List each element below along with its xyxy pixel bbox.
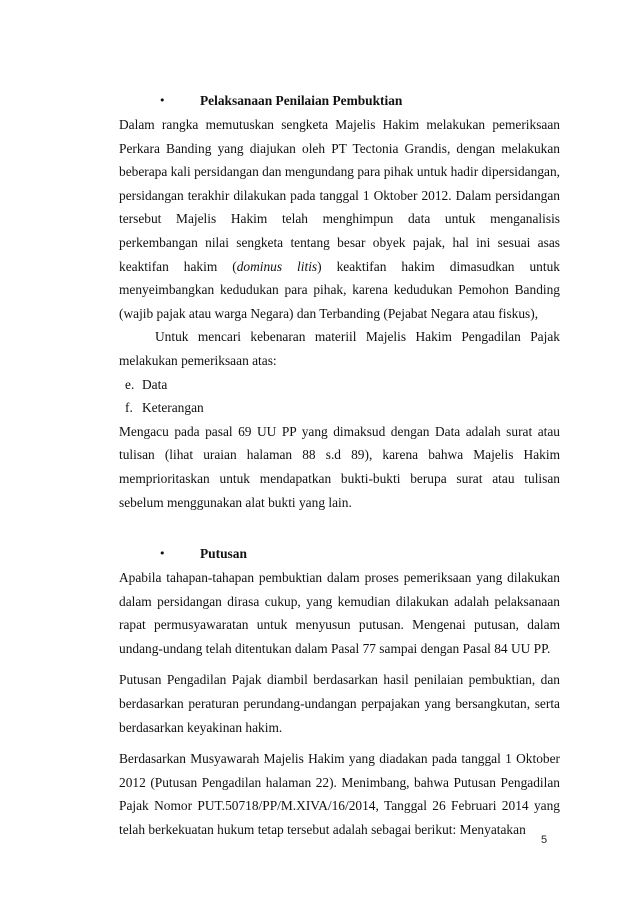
section-heading-pelaksanaan	[119, 89, 560, 113]
paragraph: Untuk mencari kebenaran materiil Majelis Hakim Pengadilan Pajak melakukan pemeriksaan atas:	[119, 329, 560, 368]
paragraph-text: Dalam rangka memutuskan sengketa Majelis Hakim melakukan pemeriksaan Perkara Banding yang diajukan oleh PT Tectonia Grandis, dengan melakukan beberapa kali persidangan dan mengundang para pihak untuk hadir dipersidangan, persidangan terakhir dilakukan pada tanggal 1 Oktober 2012. Dalam persidangan tersebut Majelis Hakim telah menghimpun data untuk menganalisis perkembangan nilai sengketa tentang besar obyek pajak, hal ini sesuai asas keaktifan hakim (	[119, 117, 560, 274]
bullet-icon: •	[159, 547, 166, 561]
paragraph: Apabila tahapan-tahapan pembuktian dalam proses pemeriksaan yang dilakukan dalam persidangan dirasa cukup, yang kemudian dilakukan adalah pelaksanaan rapat permusyawaratan untuk menyusun putusan. Mengenai putusan, dalam undang-undang telah ditentukan dalam Pasal 77 sampai dengan Pasal 84 UU PP.	[119, 570, 560, 656]
page-content	[119, 89, 560, 842]
examination-list	[119, 373, 560, 420]
section-title: Putusan	[200, 546, 247, 562]
spacer	[119, 739, 560, 747]
spacer	[119, 660, 560, 668]
list-item-text: Data	[142, 376, 168, 392]
list-marker: e.	[125, 376, 135, 392]
paragraph-text: ) keaktifan hakim dimasudkan untuk menyeimbangkan kedudukan para pihak, karena kedudukan Pemohon Banding (wajib pajak atau warga Negara) dan Terbanding (Pejabat Negara atau fiskus),	[119, 258, 560, 321]
paragraph: Putusan Pengadilan Pajak diambil berdasarkan hasil penilaian pembuktian, dan berdasarkan peraturan perundang-undangan perpajakan yang bersangkutan, serta berdasarkan keyakinan hakim.	[119, 672, 560, 735]
list-item	[119, 373, 560, 397]
list-item-text: Keterangan	[142, 400, 204, 416]
section-heading-putusan	[119, 542, 560, 566]
paragraph	[119, 113, 560, 325]
list-marker: f.	[125, 400, 133, 416]
spacer	[119, 514, 560, 542]
paragraph: Mengacu pada pasal 69 UU PP yang dimaksud dengan Data adalah surat atau tulisan (lihat uraian halaman 88 s.d 89), karena bahwa Majelis Hakim memprioritaskan untuk mendapatkan bukti-bukti berupa surat atau tulisan sebelum menggunakan alat bukti yang lain.	[119, 423, 560, 510]
italic-term: dominus litis	[236, 258, 318, 274]
list-item	[119, 396, 560, 420]
section-title: Pelaksanaan Penilaian Pembuktian	[200, 93, 403, 108]
bullet-icon: •	[159, 94, 166, 107]
page-number: 5	[541, 834, 548, 846]
paragraph: Berdasarkan Musyawarah Majelis Hakim yang diadakan pada tanggal 1 Oktober 2012 (Putusan Pengadilan halaman 22). Menimbang, bahwa Putusan Pengadilan Pajak Nomor PUT.50718/PP/M.XIVA/16/2014, Tanggal 26 Februari 2014 yang telah berkekuatan hukum tetap tersebut adalah sebagai berikut: Menyatakan	[119, 751, 560, 838]
